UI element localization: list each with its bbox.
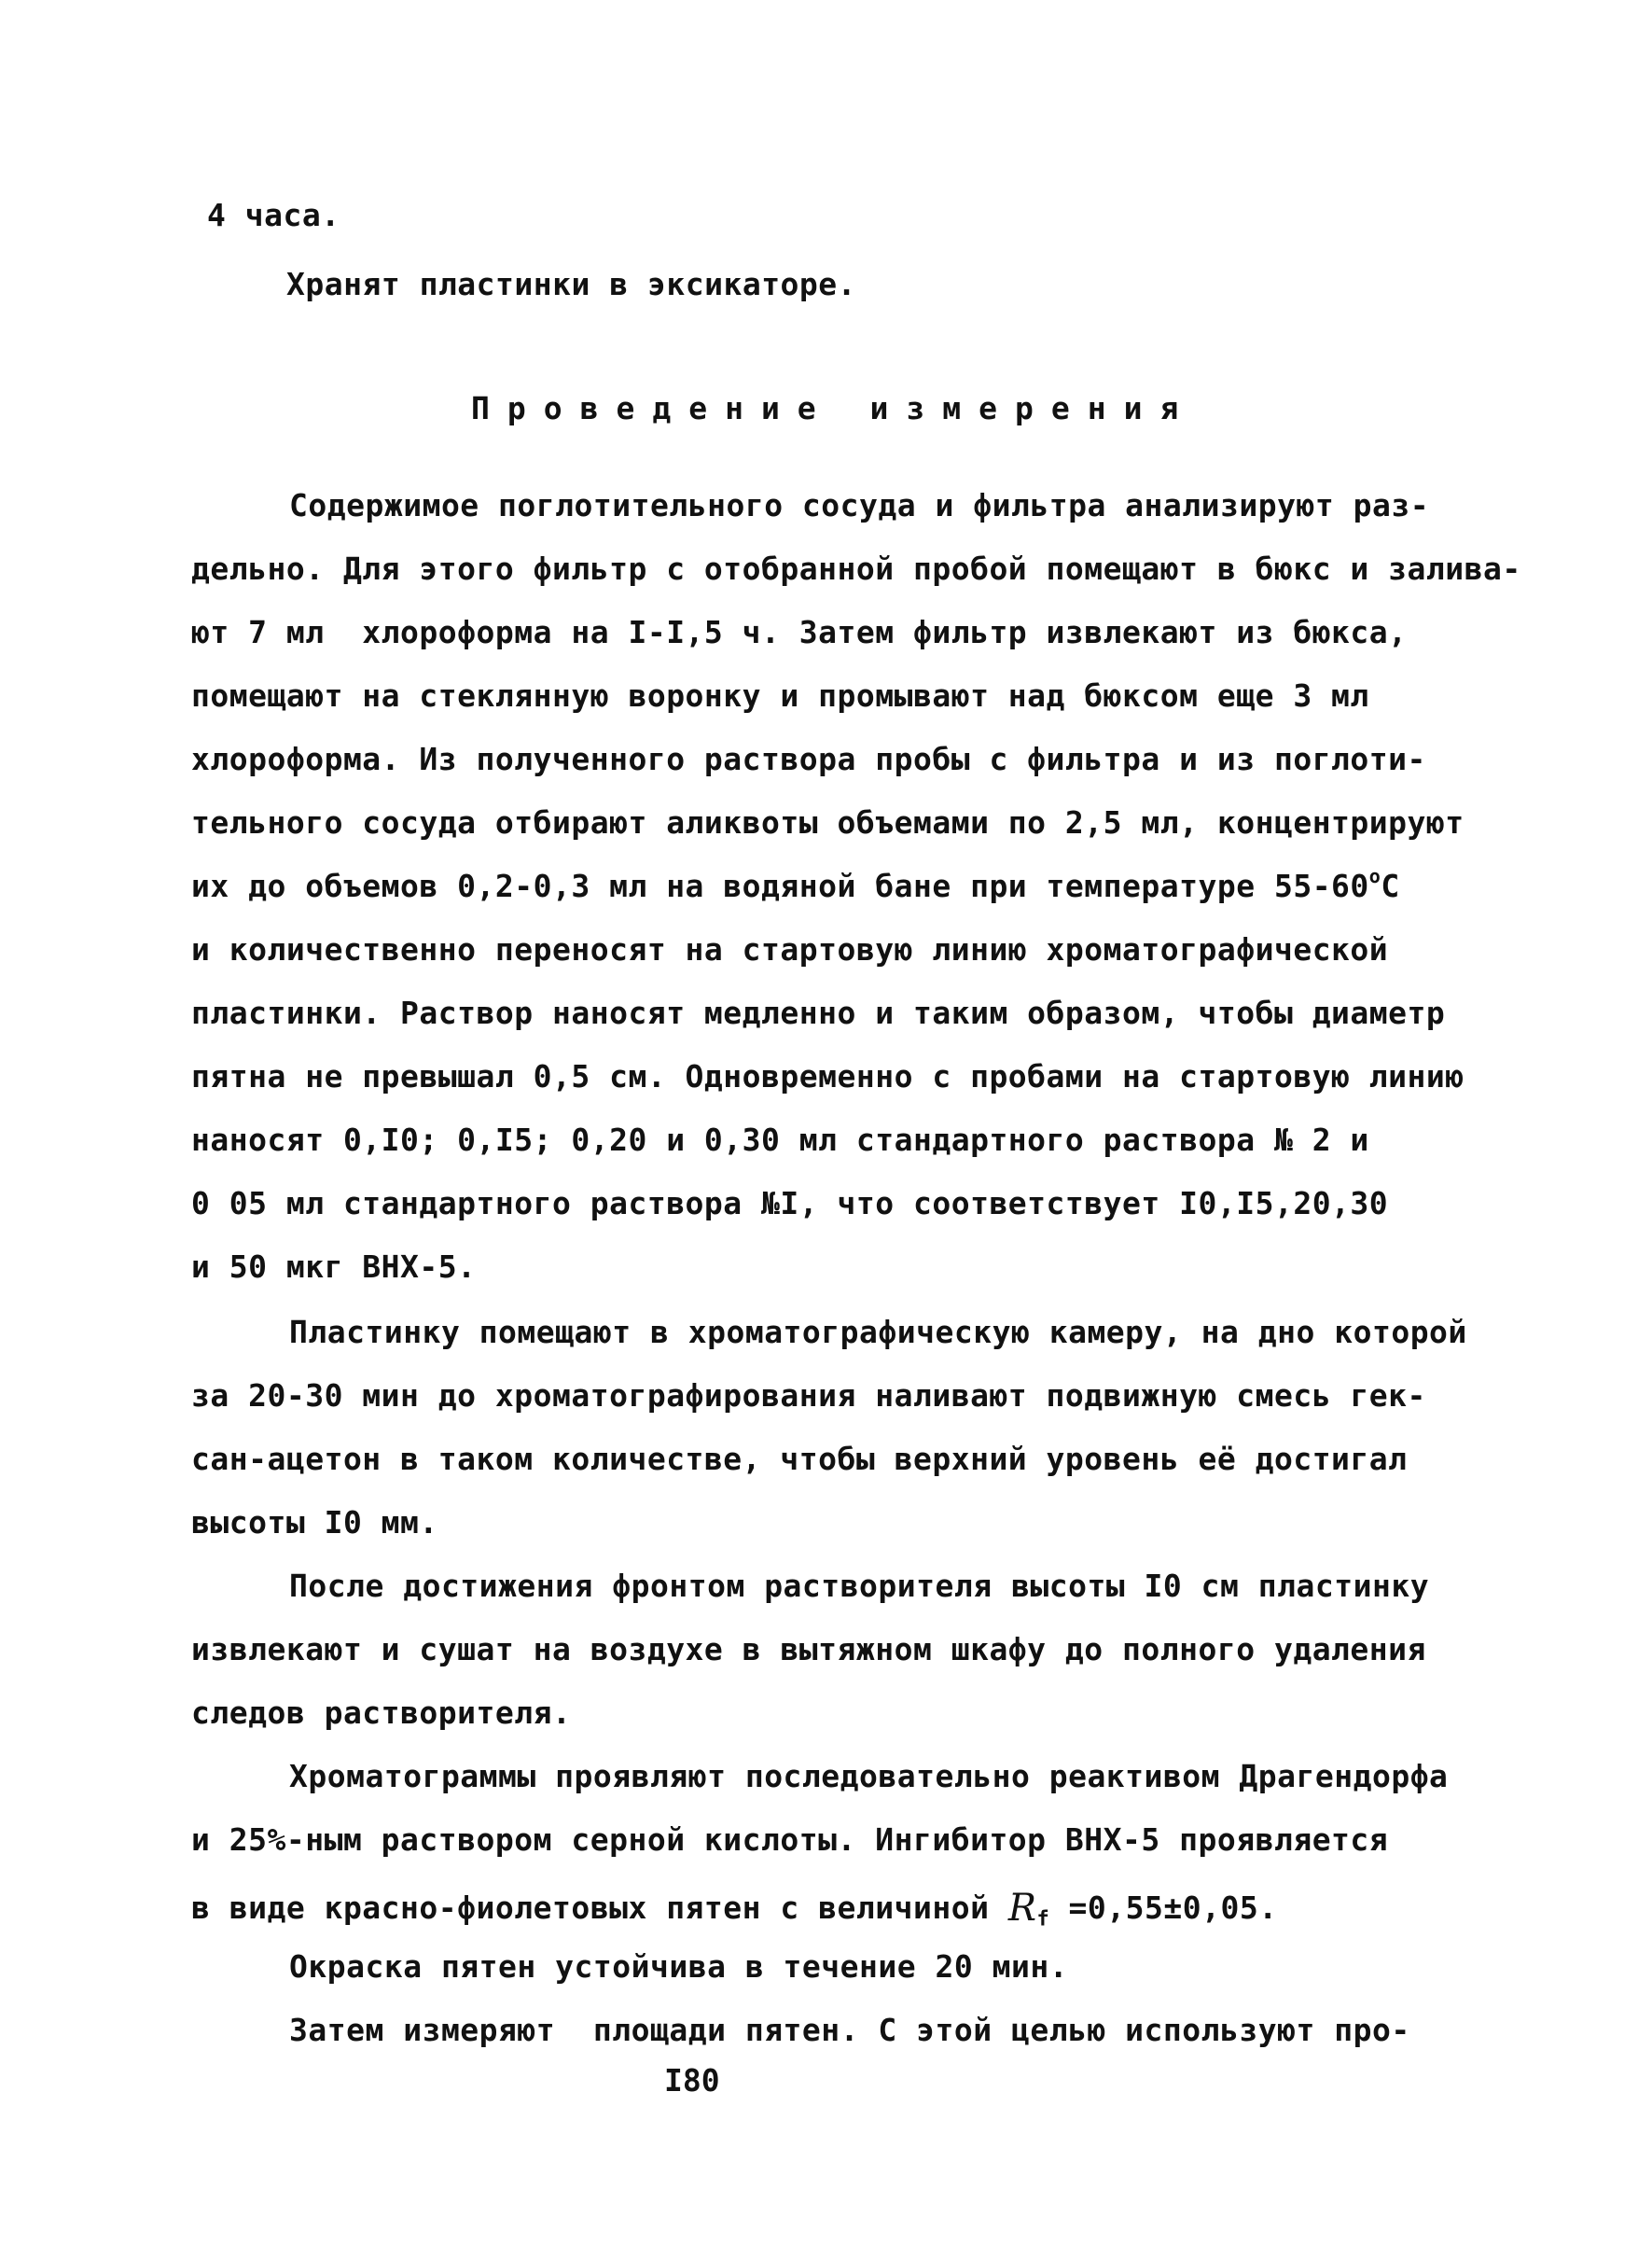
text-line: сан-ацетон в таком количестве, чтобы верхний уровень её достигал <box>191 1441 1408 1477</box>
text-line: высоты I0 мм. <box>191 1504 438 1541</box>
temperature-unit: C <box>1381 868 1400 904</box>
section-heading: Проведение измерения <box>471 390 1197 426</box>
text-line: и 50 мкг ВНХ-5. <box>191 1248 477 1285</box>
degree-sign: o <box>1368 865 1381 887</box>
text-line <box>191 1888 1278 1931</box>
text-line: 4 часа. <box>207 197 340 233</box>
text-line: Содержимое поглотительного сосуда и фильтра анализируют раз- <box>289 487 1430 523</box>
text-line: 0 05 мл стандартного раствора №I, что соответствует I0,I5,20,30 <box>191 1185 1389 1221</box>
text-line: Хроматограммы проявляют последовательно реактивом Драгендорфа <box>289 1758 1449 1794</box>
text-line: Пластинку помещают в хроматографическую камеру, на дно которой <box>289 1314 1467 1350</box>
text-line: извлекают и сушат на воздухе в вытяжном шкафу до полного удаления <box>191 1631 1426 1667</box>
text-line: за 20-30 мин до хроматографирования наливают подвижную смесь гек- <box>191 1377 1426 1414</box>
rf-value: =0,55±0,05. <box>1049 1889 1278 1926</box>
text-line: и 25%-ным раствором серной кислоты. Ингибитор ВНХ-5 проявляется <box>191 1821 1389 1858</box>
text-line: и количественно переносят на стартовую линию хроматографической <box>191 931 1389 968</box>
text-line: Хранят пластинки в эксикаторе. <box>286 266 857 302</box>
rf-symbol: R <box>1007 1887 1037 1930</box>
text-line: дельно. Для этого фильтр с отобранной пробой помещают в бюкс и залива- <box>191 551 1521 587</box>
text-line <box>191 865 1400 904</box>
text-line: пятна не превышал 0,5 см. Одновременно с пробами на стартовую линию <box>191 1058 1465 1095</box>
text-line-content: их до объемов 0,2-0,3 мл на водяной бане при температуре 55-60 <box>191 868 1369 904</box>
text-line: хлороформа. Из полученного раствора пробы с фильтра и из поглоти- <box>191 741 1426 777</box>
text-line-content: в виде красно-фиолетовых пятен с величиной <box>191 1889 1008 1926</box>
text-line: Окраска пятен устойчива в течение 20 мин. <box>289 1948 1069 1985</box>
text-line: помещают на стеклянную воронку и промывают над бюксом еще 3 мл <box>191 677 1369 714</box>
text-line: Затем измеряют площади пятен. С этой целью используют про- <box>289 2012 1410 2048</box>
text-line: наносят 0,I0; 0,I5; 0,20 и 0,30 мл стандартного раствора № 2 и <box>191 1122 1369 1158</box>
text-line: следов растворителя. <box>191 1694 572 1731</box>
text-line: тельного сосуда отбирают аликвоты объемами по 2,5 мл, концентрируют <box>191 804 1465 841</box>
text-line: После достижения фронтом растворителя высоты I0 см пластинку <box>289 1568 1430 1604</box>
rf-subscript: f <box>1036 1907 1050 1931</box>
text-line: пластинки. Раствор наносят медленно и таким образом, чтобы диаметр <box>191 995 1446 1031</box>
page-number: I80 <box>664 2062 720 2099</box>
text-line: ют 7 мл хлороформа на I-I,5 ч. Затем фильтр извлекают из бюкса, <box>191 614 1408 650</box>
